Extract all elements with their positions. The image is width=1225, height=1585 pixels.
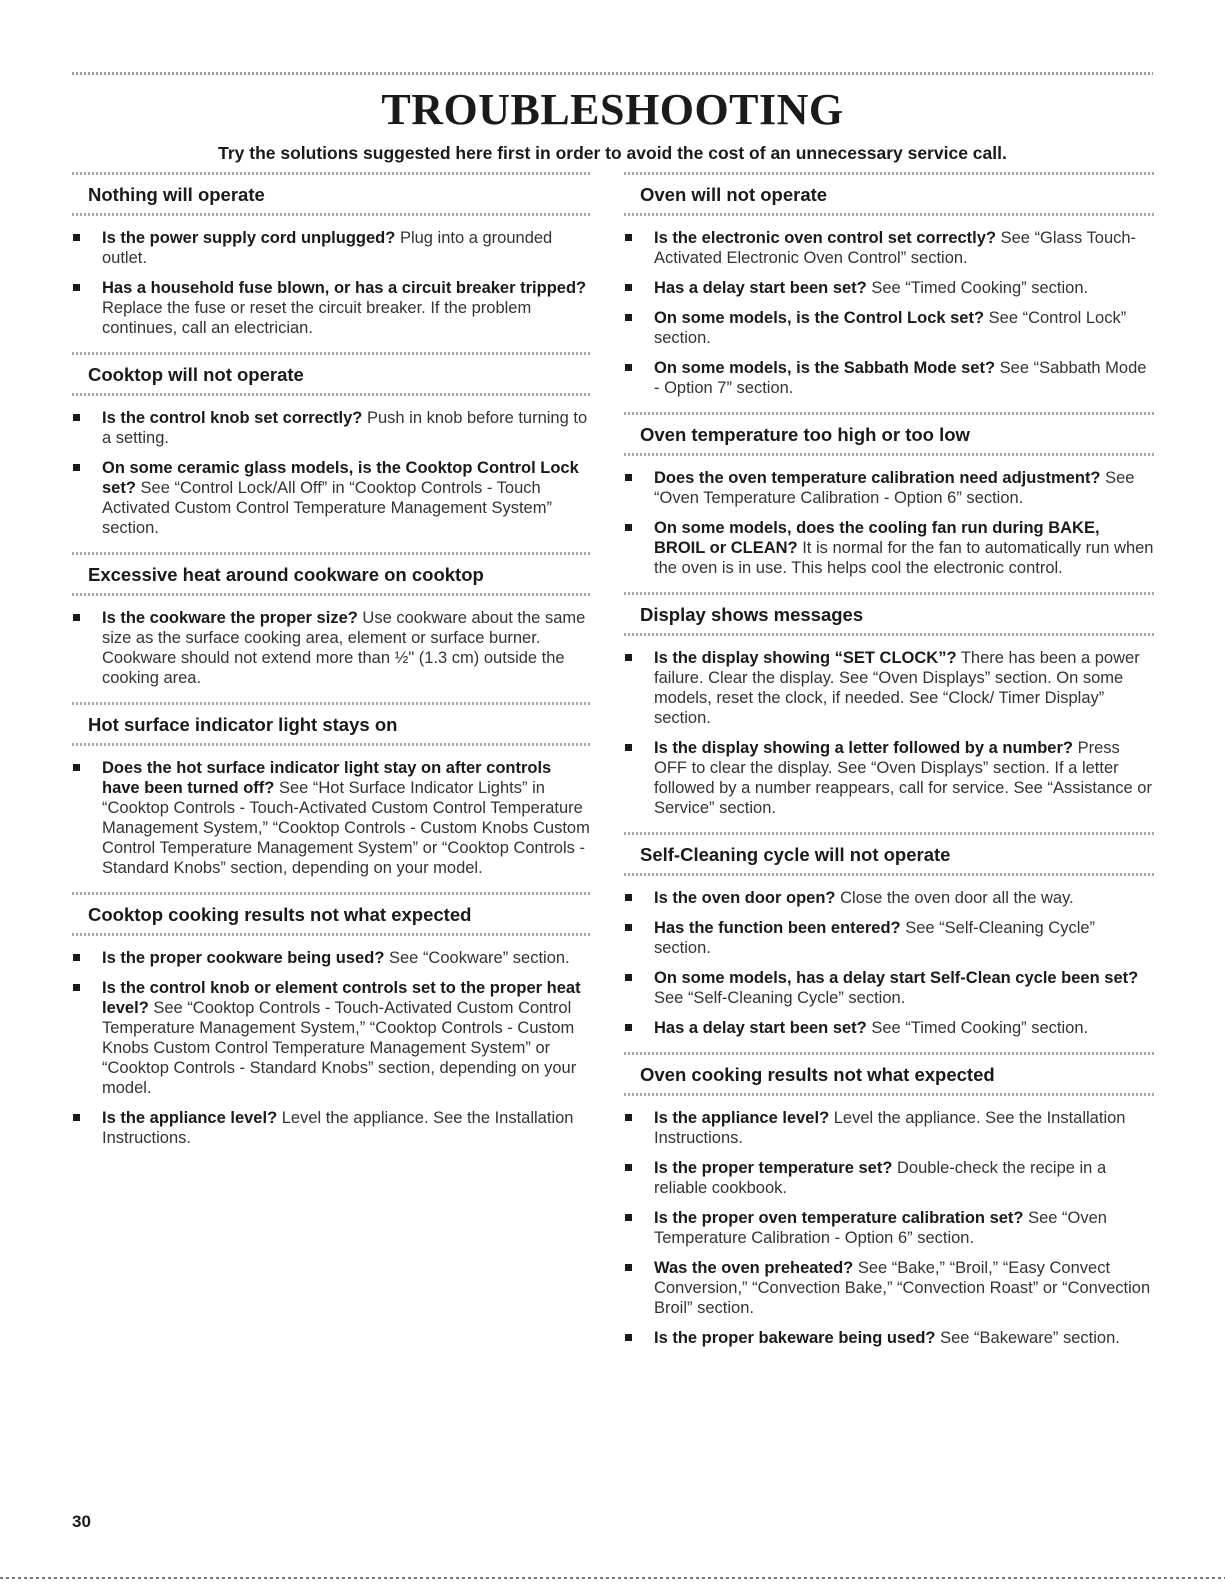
- list-item: [624, 1018, 1154, 1038]
- list-item: [624, 518, 1154, 578]
- square-bullet-icon: [73, 764, 80, 771]
- right-column: [624, 172, 1154, 1362]
- list-item: [624, 1328, 1154, 1348]
- square-bullet-icon: [73, 234, 80, 241]
- question-text: On some models, does the cooling fan run during BAKE, BROIL or CLEAN?: [654, 519, 1100, 557]
- answer-text: See “Glass Touch-Activated Electronic Oven Control” section.: [654, 229, 1137, 267]
- section-header: [624, 172, 1154, 216]
- question-text: Is the control knob or element controls set to the proper heat level?: [102, 979, 581, 1017]
- question-text: Is the display showing “SET CLOCK”?: [654, 649, 957, 667]
- answer-text: See “Self-Cleaning Cycle” section.: [654, 989, 906, 1007]
- list-item: [72, 228, 590, 268]
- item-list: [624, 648, 1154, 818]
- section-header: [72, 352, 590, 396]
- square-bullet-icon: [625, 654, 632, 661]
- list-item: [624, 308, 1154, 348]
- item-list: [624, 228, 1154, 398]
- item-list: [624, 888, 1154, 1038]
- square-bullet-icon: [73, 1114, 80, 1121]
- square-bullet-icon: [73, 984, 80, 991]
- section-heading: Oven will not operate: [640, 184, 828, 205]
- section-header: [72, 552, 590, 596]
- answer-text: See “Bakeware” section.: [940, 1329, 1120, 1347]
- section-hot-surface-indicator-light-stays-on: [72, 702, 590, 878]
- list-item: [624, 1158, 1154, 1198]
- section-header: [72, 172, 590, 216]
- square-bullet-icon: [625, 1164, 632, 1171]
- square-bullet-icon: [625, 744, 632, 751]
- question-text: Is the display showing a letter followed by a number?: [654, 739, 1073, 757]
- section-heading: Display shows messages: [640, 604, 864, 625]
- answer-text: See “Oven Temperature Calibration - Option 6” section.: [654, 469, 1135, 507]
- section-cooktop-cooking-results-not-what-expected: [72, 892, 590, 1148]
- square-bullet-icon: [73, 414, 80, 421]
- square-bullet-icon: [73, 284, 80, 291]
- list-item: [72, 978, 590, 1098]
- section-oven-cooking-results-not-what-expected: [624, 1052, 1154, 1348]
- section-header: [72, 892, 590, 936]
- list-item: [624, 1258, 1154, 1318]
- answer-text: See “Control Lock/All Off” in “Cooktop Controls - Touch Activated Custom Control Temperature Management System” section.: [102, 479, 552, 537]
- answer-text: Level the appliance. See the Installation Instructions.: [654, 1109, 1126, 1147]
- page-title: TROUBLESHOOTING: [381, 85, 844, 134]
- question-text: Has a delay start been set?: [654, 1019, 867, 1037]
- section-header: [624, 412, 1154, 456]
- list-item: [624, 278, 1154, 298]
- section-display-shows-messages: [624, 592, 1154, 818]
- list-item: [72, 608, 590, 688]
- question-text: Is the power supply cord unplugged?: [102, 229, 396, 247]
- list-item: [72, 758, 590, 878]
- question-text: Is the appliance level?: [102, 1109, 278, 1127]
- list-item: [624, 1108, 1154, 1148]
- list-item: [624, 918, 1154, 958]
- answer-text: See “Cooktop Controls - Touch-Activated Custom Control Temperature Management System,” “Cooktop Controls - Custom Knobs Custom Control Temperature Management System” or “Cooktop Controls - Standard Knobs” section, depending on your model.: [102, 999, 577, 1097]
- question-text: Does the oven temperature calibration need adjustment?: [654, 469, 1101, 487]
- section-cooktop-will-not-operate: [72, 352, 590, 538]
- square-bullet-icon: [625, 1114, 632, 1121]
- section-heading: Self-Cleaning cycle will not operate: [640, 844, 951, 865]
- page-subtitle: Try the solutions suggested here first in order to avoid the cost of an unnecessary service call.: [218, 143, 1007, 163]
- square-bullet-icon: [625, 284, 632, 291]
- square-bullet-icon: [625, 524, 632, 531]
- section-header: [624, 1052, 1154, 1096]
- section-heading: Oven temperature too high or too low: [640, 424, 970, 445]
- section-heading: Hot surface indicator light stays on: [88, 714, 398, 735]
- question-text: On some models, is the Control Lock set?: [654, 309, 985, 327]
- answer-text: It is normal for the fan to automatically run when the oven is in use. This helps cool the electronic control.: [654, 539, 1154, 577]
- section-oven-will-not-operate: [624, 172, 1154, 398]
- question-text: Was the oven preheated?: [654, 1259, 854, 1277]
- answer-text: See “Sabbath Mode - Option 7” section.: [654, 359, 1147, 397]
- section-header: [72, 702, 590, 746]
- square-bullet-icon: [625, 1214, 632, 1221]
- square-bullet-icon: [625, 364, 632, 371]
- question-text: Has a delay start been set?: [654, 279, 867, 297]
- answer-text: See “Bake,” “Broil,” “Easy Convect Conversion,” “Convection Bake,” “Convection Roast” or “Convection Broil” section.: [654, 1259, 1151, 1317]
- square-bullet-icon: [625, 1264, 632, 1271]
- question-text: Is the proper temperature set?: [654, 1159, 893, 1177]
- section-heading: Excessive heat around cookware on cooktop: [88, 564, 484, 585]
- item-list: [72, 948, 590, 1148]
- page-number: 30: [72, 1512, 91, 1531]
- section-heading: Cooktop cooking results not what expected: [88, 904, 472, 925]
- section-heading: Oven cooking results not what expected: [640, 1064, 995, 1085]
- section-nothing-will-operate: [72, 172, 590, 338]
- answer-text: Press OFF to clear the display. See “Oven Displays” section. If a letter followed by a number reappears, call for service. See “Assistance or Service” section.: [654, 739, 1152, 817]
- list-item: [624, 648, 1154, 728]
- list-item: [72, 278, 590, 338]
- square-bullet-icon: [73, 614, 80, 621]
- square-bullet-icon: [73, 954, 80, 961]
- section-heading: Nothing will operate: [88, 184, 265, 205]
- question-text: On some models, has a delay start Self-Clean cycle been set?: [654, 969, 1139, 987]
- question-text: Is the proper cookware being used?: [102, 949, 385, 967]
- square-bullet-icon: [625, 1024, 632, 1031]
- answer-text: See “Timed Cooking” section.: [871, 279, 1089, 297]
- list-item: [624, 888, 1154, 908]
- top-rule: [72, 72, 1153, 75]
- answer-text: Push in knob before turning to a setting.: [102, 409, 588, 447]
- question-text: On some models, is the Sabbath Mode set?: [654, 359, 996, 377]
- square-bullet-icon: [73, 464, 80, 471]
- list-item: [72, 408, 590, 448]
- square-bullet-icon: [625, 234, 632, 241]
- item-list: [624, 468, 1154, 578]
- answer-text: See “Oven Temperature Calibration - Option 6” section.: [654, 1209, 1107, 1247]
- square-bullet-icon: [625, 894, 632, 901]
- question-text: Has the function been entered?: [654, 919, 901, 937]
- section-heading: Cooktop will not operate: [88, 364, 304, 385]
- list-item: [624, 358, 1154, 398]
- question-text: Is the oven door open?: [654, 889, 836, 907]
- answer-text: Plug into a grounded outlet.: [102, 229, 553, 267]
- left-column: [72, 172, 590, 1162]
- question-text: On some ceramic glass models, is the Cooktop Control Lock set?: [102, 459, 579, 497]
- list-item: [72, 1108, 590, 1148]
- question-text: Is the proper bakeware being used?: [654, 1329, 936, 1347]
- question-text: Is the proper oven temperature calibration set?: [654, 1209, 1024, 1227]
- list-item: [624, 968, 1154, 1008]
- answer-text: There has been a power failure. Clear the display. See “Oven Displays” section. On some models, reset the clock, if needed. See “Clock/ Timer Display” section.: [654, 649, 1140, 727]
- section-oven-temperature-too-high-or-too-low: [624, 412, 1154, 578]
- item-list: [72, 758, 590, 878]
- item-list: [72, 228, 590, 338]
- square-bullet-icon: [625, 924, 632, 931]
- question-text: Does the hot surface indicator light stay on after controls have been turned off?: [102, 759, 552, 797]
- section-self-cleaning-cycle-will-not-operate: [624, 832, 1154, 1038]
- list-item: [72, 948, 590, 968]
- answer-text: See “Control Lock” section.: [654, 309, 1127, 347]
- question-text: Is the cookware the proper size?: [102, 609, 358, 627]
- list-item: [624, 738, 1154, 818]
- list-item: [624, 1208, 1154, 1248]
- item-list: [72, 608, 590, 688]
- answer-text: Double-check the recipe in a reliable cookbook.: [654, 1159, 1107, 1197]
- square-bullet-icon: [625, 1334, 632, 1341]
- answer-text: See “Self-Cleaning Cycle” section.: [654, 919, 1096, 957]
- answer-text: Replace the fuse or reset the circuit breaker. If the problem continues, call an electrician.: [102, 299, 532, 337]
- list-item: [624, 468, 1154, 508]
- answer-text: See “Timed Cooking” section.: [871, 1019, 1089, 1037]
- list-item: [72, 458, 590, 538]
- question-text: Has a household fuse blown, or has a circuit breaker tripped?: [102, 279, 587, 297]
- question-text: Is the appliance level?: [654, 1109, 830, 1127]
- square-bullet-icon: [625, 974, 632, 981]
- square-bullet-icon: [625, 314, 632, 321]
- section-excessive-heat-around-cookware-on-cooktop: [72, 552, 590, 688]
- question-text: Is the control knob set correctly?: [102, 409, 363, 427]
- bottom-rule: [0, 1577, 1225, 1579]
- item-list: [624, 1108, 1154, 1348]
- section-header: [624, 832, 1154, 876]
- square-bullet-icon: [625, 474, 632, 481]
- section-header: [624, 592, 1154, 636]
- list-item: [624, 228, 1154, 268]
- answer-text: See “Hot Surface Indicator Lights” in “Cooktop Controls - Touch-Activated Custom Control Temperature Management System,” “Cooktop Controls - Custom Knobs Custom Control Temperature Management System” or “Cooktop Controls - Standard Knobs” section, depending on your model.: [102, 779, 590, 877]
- answer-text: See “Cookware” section.: [389, 949, 570, 967]
- answer-text: Close the oven door all the way.: [840, 889, 1074, 907]
- question-text: Is the electronic oven control set correctly?: [654, 229, 997, 247]
- answer-text: Level the appliance. See the Installation Instructions.: [102, 1109, 574, 1147]
- answer-text: Use cookware about the same size as the surface cooking area, element or surface burner. Cookware should not extend more than ½" (1.3 cm) outside the cooking area.: [102, 609, 586, 687]
- item-list: [72, 408, 590, 538]
